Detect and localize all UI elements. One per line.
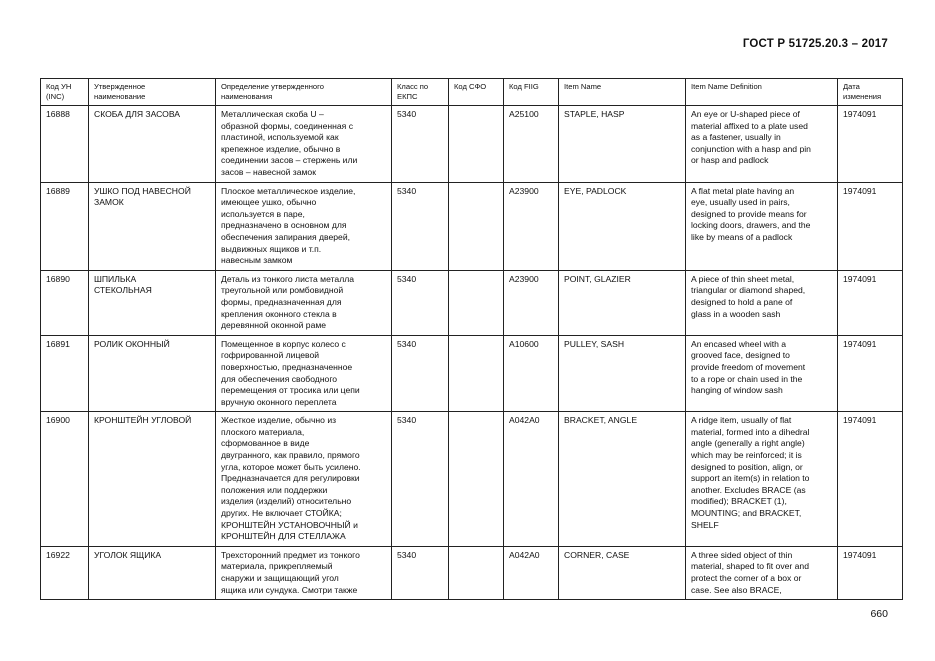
cell-definition: Трехсторонний предмет из тонкого материала, прикрепляемый снаружи и защищающий угол ящика или сундука. Смотри также [216,546,392,599]
col-header-sfo: Код СФО [449,79,504,106]
cell-change-date: 1974091 [838,270,903,335]
cell-change-date: 1974091 [838,106,903,183]
table-row [41,270,903,335]
cell-sfo [449,412,504,547]
table-row [41,182,903,270]
cell-sfo [449,270,504,335]
catalog-table [40,78,903,600]
cell-item-name: CORNER, CASE [559,546,686,599]
cell-item-name-definition: An eye or U-shaped piece of material affixed to a plate used as a fastener, usually in conjunction with a hasp and pin or hasp and padlock [686,106,838,183]
cell-approved-name: РОЛИК ОКОННЫЙ [89,335,216,412]
cell-definition: Плоское металлическое изделие, имеющее ушко, обычно используется в паре, предназначено в основном для обеспечения запирания дверей, выдвижных ящиков и т.п. навесным замком [216,182,392,270]
col-header-item-name-definition: Item Name Definition [686,79,838,106]
cell-change-date: 1974091 [838,182,903,270]
cell-class: 5340 [392,270,449,335]
cell-inc: 16889 [41,182,89,270]
cell-item-name-definition: An encased wheel with a grooved face, designed to provide freedom of movement to a rope or chain used in the hanging of window sash [686,335,838,412]
cell-class: 5340 [392,546,449,599]
cell-class: 5340 [392,412,449,547]
table-row [41,546,903,599]
table-header-row [41,79,903,106]
cell-item-name: PULLEY, SASH [559,335,686,412]
cell-item-name: BRACKET, ANGLE [559,412,686,547]
col-header-fiig: Код FIIG [504,79,559,106]
col-header-item-name: Item Name [559,79,686,106]
cell-approved-name: УГОЛОК ЯЩИКА [89,546,216,599]
cell-definition: Жесткое изделие, обычно из плоского материала, сформованное в виде двугранного, как правило, прямого угла, которое может быть усилено. Предназначается для регулировки положения или поддержки изделия (изделий) относительно других. Не включает СТОЙКА; КРОНШТЕЙН УСТАНОВОЧНЫЙ и КРОНШТЕЙН ДЛЯ СТЕЛЛАЖА [216,412,392,547]
col-header-approved-name: Утвержденное наименование [89,79,216,106]
cell-change-date: 1974091 [838,412,903,547]
cell-approved-name: ШПИЛЬКА СТЕКОЛЬНАЯ [89,270,216,335]
col-header-change-date: Дата изменения [838,79,903,106]
cell-item-name-definition: A flat metal plate having an eye, usually used in pairs, designed to provide means for locking doors, drawers, and the like by means of a padlock [686,182,838,270]
cell-sfo [449,106,504,183]
cell-item-name: EYE, PADLOCK [559,182,686,270]
cell-fiig: A23900 [504,182,559,270]
table-row [41,412,903,547]
cell-inc: 16888 [41,106,89,183]
cell-approved-name: СКОБА ДЛЯ ЗАСОВА [89,106,216,183]
cell-fiig: A23900 [504,270,559,335]
col-header-definition: Определение утвержденного наименования [216,79,392,106]
cell-sfo [449,182,504,270]
cell-sfo [449,335,504,412]
cell-change-date: 1974091 [838,546,903,599]
cell-inc: 16922 [41,546,89,599]
cell-class: 5340 [392,182,449,270]
cell-item-name-definition: A three sided object of thin material, shaped to fit over and protect the corner of a box or case. See also BRACE, [686,546,838,599]
cell-definition: Помещенное в корпус колесо с гофрированной лицевой поверхностью, предназначенное для обеспечения свободного перемещения от тросика или цепи вручную оконного переплета [216,335,392,412]
table-row [41,106,903,183]
cell-class: 5340 [392,335,449,412]
cell-class: 5340 [392,106,449,183]
cell-fiig: A042A0 [504,546,559,599]
cell-item-name-definition: A ridge item, usually of flat material, formed into a dihedral angle (generally a right angle) which may be reinforced; it is designed to position, align, or support an item(s) in relation to another. Excludes BRACE (as modified); BRACKET (1), MOUNTING; and BRACKET, SHELF [686,412,838,547]
table-row [41,335,903,412]
cell-sfo [449,546,504,599]
col-header-class: Класс по ЕКПС [392,79,449,106]
cell-inc: 16891 [41,335,89,412]
cell-approved-name: УШКО ПОД НАВЕСНОЙ ЗАМОК [89,182,216,270]
page-number: 660 [870,608,888,620]
cell-fiig: A25100 [504,106,559,183]
cell-item-name: POINT, GLAZIER [559,270,686,335]
cell-change-date: 1974091 [838,335,903,412]
cell-approved-name: КРОНШТЕЙН УГЛОВОЙ [89,412,216,547]
document-header: ГОСТ Р 51725.20.3 – 2017 [742,38,888,50]
cell-fiig: A10600 [504,335,559,412]
cell-inc: 16890 [41,270,89,335]
cell-definition: Деталь из тонкого листа металла треугольной или ромбовидной формы, предназначенная для крепления оконного стекла в деревянной оконной раме [216,270,392,335]
col-header-inc: Код УН (INC) [41,79,89,106]
cell-fiig: A042A0 [504,412,559,547]
cell-item-name: STAPLE, HASP [559,106,686,183]
cell-definition: Металлическая скоба U – образной формы, соединенная с пластиной, используемой как крепежное изделие, обычно в соединении засов – стержень или засов – навесной замок [216,106,392,183]
cell-inc: 16900 [41,412,89,547]
cell-item-name-definition: A piece of thin sheet metal, triangular or diamond shaped, designed to hold a pane of glass in a wooden sash [686,270,838,335]
